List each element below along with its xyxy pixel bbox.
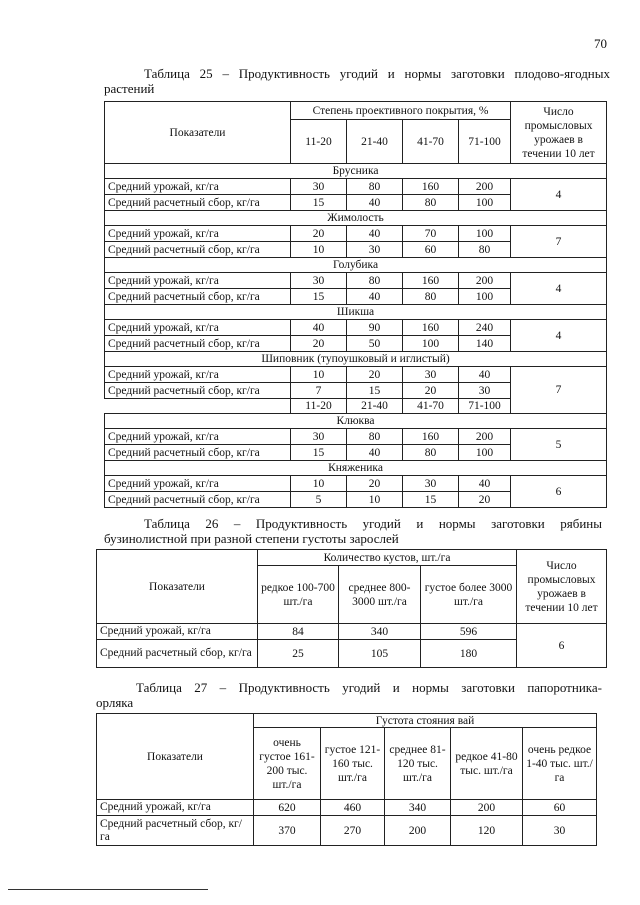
table-row [105, 273, 607, 289]
value-cell: 160 [403, 320, 459, 336]
value-cell: 20 [403, 383, 459, 399]
t25-range-3: 71-100 [459, 120, 511, 164]
harvest-years: 6 [511, 476, 607, 508]
table-26 [96, 549, 607, 668]
value-cell: 80 [403, 289, 459, 305]
row-label: Средний урожай, кг/га [105, 273, 291, 289]
value-cell: 100 [403, 336, 459, 352]
t27-col-2: среднее 81-120 тыс. шт./га [385, 728, 451, 800]
harvest-years: 4 [511, 320, 607, 352]
value-cell: 15 [291, 445, 347, 461]
row-label: Средний расчетный сбор, кг/га [105, 336, 291, 352]
value-cell: 40 [459, 476, 511, 492]
value-cell: 20 [347, 367, 403, 383]
value-cell: 160 [403, 179, 459, 195]
value-cell: 270 [321, 816, 385, 846]
t27-col-0: очень густое 161-200 тыс. шт./га [254, 728, 321, 800]
row-label: Средний урожай, кг/га [105, 476, 291, 492]
group-name: Жимолость [105, 211, 607, 226]
value-cell: 80 [403, 445, 459, 461]
table-27-caption [96, 680, 602, 710]
group-header-row [105, 414, 607, 429]
value-cell: 10 [291, 476, 347, 492]
group-header-row [105, 164, 607, 179]
table-27-caption-line2: орляка [96, 695, 134, 710]
group-header-row [105, 352, 607, 367]
t25-range-2: 41-70 [403, 120, 459, 164]
value-cell: 240 [459, 320, 511, 336]
value-cell: 370 [254, 816, 321, 846]
page-number: 70 [594, 36, 607, 51]
value-cell: 80 [347, 179, 403, 195]
t26-col-0: редкое 100-700 шт./га [258, 566, 339, 624]
table-25-caption-line1: Таблица 25 – Продуктивность угодий и нормы заготовки плодово-ягодных [144, 66, 610, 81]
value-cell: 40 [347, 445, 403, 461]
value-cell: 90 [347, 320, 403, 336]
table-row [105, 320, 607, 336]
harvest-years: 6 [517, 624, 607, 668]
t25-range-1: 21-40 [347, 120, 403, 164]
row-label: Средний расчетный сбор, кг/га [97, 816, 254, 846]
table-row [105, 226, 607, 242]
value-cell: 200 [459, 429, 511, 445]
value-cell: 30 [291, 179, 347, 195]
value-cell: 7 [291, 383, 347, 399]
value-cell: 40 [347, 289, 403, 305]
value-cell: 160 [403, 273, 459, 289]
value-cell: 100 [459, 445, 511, 461]
value-cell: 340 [385, 800, 451, 816]
value-cell: 80 [459, 242, 511, 258]
row-label: Средний расчетный сбор, кг/га [105, 445, 291, 461]
value-cell: 620 [254, 800, 321, 816]
table-row [97, 800, 597, 816]
row-label: Средний расчетный сбор, кг/га [97, 640, 258, 668]
group-name: Княженика [105, 461, 607, 476]
table-26-caption [104, 516, 602, 546]
table-25 [104, 101, 607, 508]
t25-range-0: 11-20 [291, 120, 347, 164]
value-cell: 15 [347, 383, 403, 399]
t25-header-indicators: Показатели [105, 102, 291, 164]
row-label: Средний урожай, кг/га [105, 179, 291, 195]
table-26-caption-line2: бузинолистной при разной степени густоты зарослей [104, 531, 399, 546]
table-25-caption-line2: растений [104, 81, 155, 96]
value-cell: 40 [347, 195, 403, 211]
group-header-row [105, 305, 607, 320]
value-cell: 20 [291, 336, 347, 352]
group-name: Брусника [105, 164, 607, 179]
value-cell: 25 [258, 640, 339, 668]
value-cell: 30 [347, 242, 403, 258]
value-cell: 200 [451, 800, 523, 816]
value-cell: 15 [403, 492, 459, 508]
value-cell: 30 [523, 816, 597, 846]
table-row [105, 179, 607, 195]
t27-col-3: редкое 41-80 тыс. шт./га [451, 728, 523, 800]
value-cell: 20 [347, 476, 403, 492]
t26-col-1: среднее 800-3000 шт./га [339, 566, 421, 624]
value-cell: 20 [291, 226, 347, 242]
value-cell: 10 [291, 367, 347, 383]
group-header-row [105, 211, 607, 226]
row-label: Средний урожай, кг/га [105, 367, 291, 383]
value-cell: 40 [459, 367, 511, 383]
value-cell: 200 [385, 816, 451, 846]
value-cell: 30 [459, 383, 511, 399]
table-row [105, 429, 607, 445]
value-cell: 120 [451, 816, 523, 846]
table-row [97, 624, 607, 640]
value-cell: 50 [347, 336, 403, 352]
value-cell: 30 [291, 273, 347, 289]
value-cell: 80 [403, 195, 459, 211]
value-cell: 596 [421, 624, 517, 640]
table-26-caption-line1: Таблица 26 – Продуктивность угодий и нормы заготовки рябины [144, 516, 602, 531]
row-label: Средний урожай, кг/га [97, 800, 254, 816]
group-header-row [105, 258, 607, 273]
harvest-years: 7 [511, 367, 607, 414]
group-name: Голубика [105, 258, 607, 273]
value-cell: 80 [347, 273, 403, 289]
value-cell: 10 [347, 492, 403, 508]
row-label: Средний урожай, кг/га [97, 624, 258, 640]
value-cell: 100 [459, 226, 511, 242]
range-repeat-0: 11-20 [291, 399, 347, 414]
t27-header-indicators: Показатели [97, 714, 254, 800]
table-row [97, 816, 597, 846]
value-cell: 460 [321, 800, 385, 816]
group-header-row [105, 461, 607, 476]
value-cell: 15 [291, 195, 347, 211]
harvest-years: 4 [511, 273, 607, 305]
row-label: Средний урожай, кг/га [105, 226, 291, 242]
range-repeat-2: 41-70 [403, 399, 459, 414]
range-repeat-3: 71-100 [459, 399, 511, 414]
value-cell: 30 [403, 476, 459, 492]
value-cell: 340 [339, 624, 421, 640]
value-cell: 180 [421, 640, 517, 668]
value-cell: 105 [339, 640, 421, 668]
row-label: Средний расчетный сбор, кг/га [105, 242, 291, 258]
value-cell: 84 [258, 624, 339, 640]
value-cell: 20 [459, 492, 511, 508]
row-label: Средний расчетный сбор, кг/га [105, 492, 291, 508]
table-27 [96, 713, 597, 846]
value-cell: 10 [291, 242, 347, 258]
value-cell: 40 [291, 320, 347, 336]
value-cell: 30 [291, 429, 347, 445]
harvest-years: 4 [511, 179, 607, 211]
value-cell: 40 [347, 226, 403, 242]
t25-header-years: Число промысловых урожаев в течении 10 лет [511, 102, 607, 164]
t25-header-degree: Степень проективного покрытия, % [291, 102, 511, 120]
t27-header-density: Густота стояния вай [254, 714, 597, 728]
table-row [105, 367, 607, 383]
range-repeat-1: 21-40 [347, 399, 403, 414]
row-label: Средний расчетный сбор, кг/га [105, 383, 291, 399]
value-cell: 80 [347, 429, 403, 445]
row-label: Средний расчетный сбор, кг/га [105, 195, 291, 211]
value-cell: 200 [459, 273, 511, 289]
value-cell: 100 [459, 289, 511, 305]
t26-header-years: Число промысловых урожаев в течении 10 лет [517, 550, 607, 624]
table-25-caption [104, 66, 610, 96]
value-cell: 5 [291, 492, 347, 508]
table-27-caption-line1: Таблица 27 – Продуктивность угодий и нормы заготовки папоротника- [136, 680, 602, 695]
t26-header-count: Количество кустов, шт./га [258, 550, 517, 566]
t27-col-1: густое 121-160 тыс. шт./га [321, 728, 385, 800]
harvest-years: 7 [511, 226, 607, 258]
value-cell: 160 [403, 429, 459, 445]
value-cell: 70 [403, 226, 459, 242]
t26-header-indicators: Показатели [97, 550, 258, 624]
value-cell: 30 [403, 367, 459, 383]
table-row [105, 476, 607, 492]
row-label: Средний урожай, кг/га [105, 429, 291, 445]
value-cell: 140 [459, 336, 511, 352]
value-cell: 200 [459, 179, 511, 195]
group-name: Шиповник (тупоушковый и иглистый) [105, 352, 607, 367]
group-name: Клюква [105, 414, 607, 429]
value-cell: 15 [291, 289, 347, 305]
group-name: Шикша [105, 305, 607, 320]
blank-cell [105, 399, 291, 414]
value-cell: 60 [523, 800, 597, 816]
value-cell: 100 [459, 195, 511, 211]
row-label: Средний расчетный сбор, кг/га [105, 289, 291, 305]
t26-col-2: густое более 3000 шт./га [421, 566, 517, 624]
row-label: Средний урожай, кг/га [105, 320, 291, 336]
t27-col-4: очень редкое 1-40 тыс. шт./га [523, 728, 597, 800]
harvest-years: 5 [511, 429, 607, 461]
footnote-separator [8, 889, 208, 890]
value-cell: 60 [403, 242, 459, 258]
